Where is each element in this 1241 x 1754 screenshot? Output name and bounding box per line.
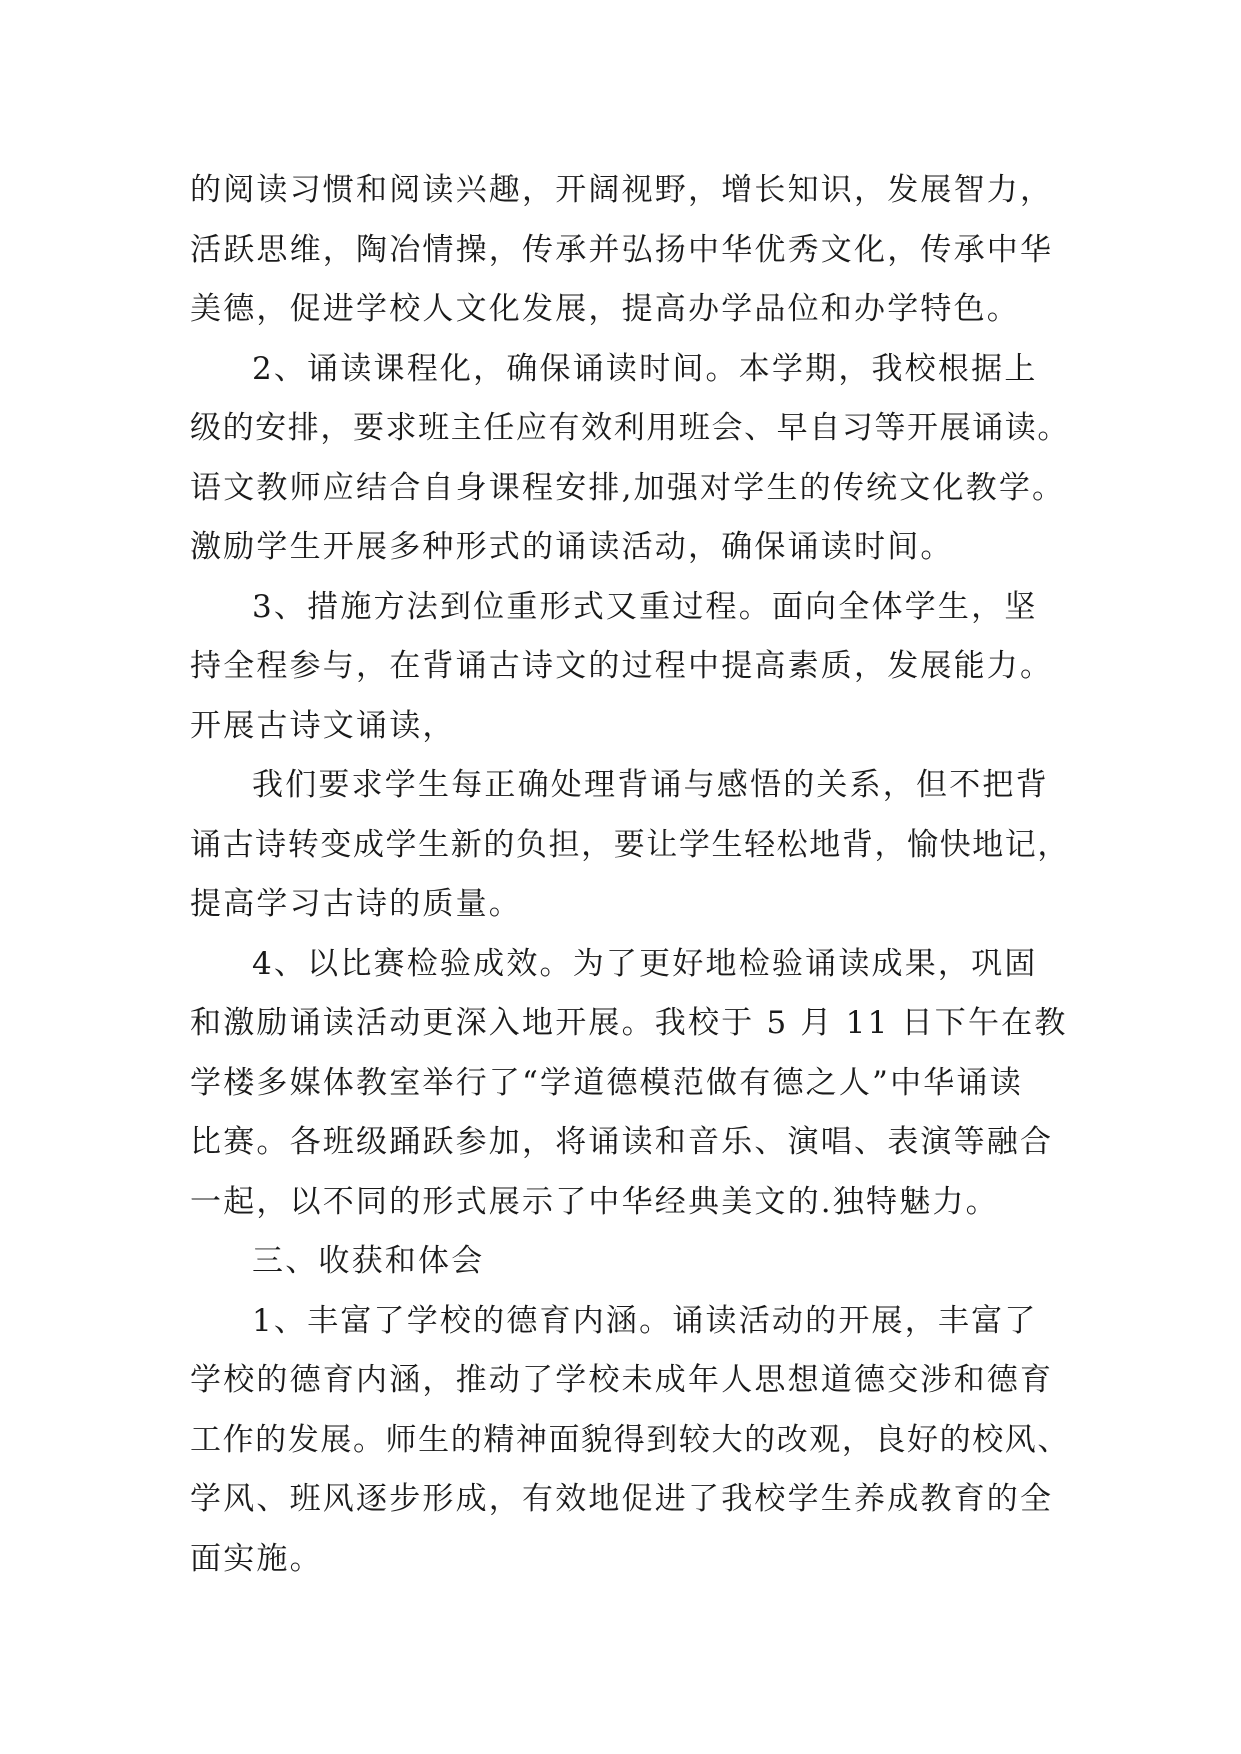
text-line: 美德，促进学校人文化发展，提高办学品位和办学特色。 <box>190 291 1020 327</box>
paragraph-1 <box>190 161 1075 340</box>
text-line: 4、以比赛检验成效。为了更好地检验诵读成果，巩固 <box>252 945 1038 982</box>
section-heading <box>190 1232 1075 1292</box>
text-line: 2、诵读课程化，确保诵读时间。本学期，我校根据上 <box>252 350 1038 387</box>
text-line: 比赛。各班级踊跃参加，将诵读和音乐、演唱、表演等融合 <box>190 1124 1054 1160</box>
text-line: 活跃思维，陶冶情操，传承并弘扬中华优秀文化，传承中华 <box>190 231 1054 268</box>
paragraph-2 <box>190 340 1075 578</box>
text-line: 面实施。 <box>190 1540 323 1577</box>
paragraph-3 <box>190 578 1075 757</box>
text-line: 提高学习古诗的质量。 <box>190 886 522 922</box>
text-line: 学风、班风逐步形成，有效地促进了我校学生养成教育的全 <box>190 1481 1054 1517</box>
text-line: 我们要求学生每正确处理背诵与感悟的关系，但不把背 <box>252 767 1049 803</box>
text-line: 3、措施方法到位重形式又重过程。面向全体学生，坚 <box>252 588 1038 625</box>
paragraph-5 <box>190 935 1075 1233</box>
text-line: 1、丰富了学校的德育内涵。诵读活动的开展，丰富了 <box>252 1302 1038 1339</box>
text-line: 工作的发展。师生的精神面貌得到较大的改观，良好的校风、 <box>190 1421 1070 1458</box>
text-line: 的阅读习惯和阅读兴趣，开阔视野，增长知识，发展智力， <box>190 172 1054 208</box>
text-line: 学楼多媒体教室举行了“学道德模范做有德之人”中华诵读 <box>190 1064 1023 1101</box>
text-line: 级的安排，要求班主任应有效利用班会、早自习等开展诵读。 <box>190 410 1070 446</box>
text-line: 学校的德育内涵，推动了学校未成年人思想道德交涉和德育 <box>190 1362 1054 1398</box>
paragraph-4 <box>190 756 1075 935</box>
text-line: 开展古诗文诵读， <box>190 707 456 744</box>
text-line: 持全程参与，在背诵古诗文的过程中提高素质，发展能力。 <box>190 648 1054 684</box>
text-line: 激励学生开展多种形式的诵读活动，确保诵读时间。 <box>190 529 954 565</box>
text-line: 语文教师应结合自身课程安排,加强对学生的传统文化教学。 <box>190 469 1066 506</box>
text-line: 诵古诗转变成学生新的负担，要让学生轻松地背，愉快地记， <box>190 826 1070 863</box>
document-body <box>190 161 1075 1589</box>
text-line: 和激励诵读活动更深入地开展。我校于 5 月 11 日下午在教 <box>190 1005 1068 1041</box>
heading-line: 三、收获和体会 <box>252 1243 485 1279</box>
text-line: 一起，以不同的形式展示了中华经典美文的.独特魅力。 <box>190 1183 999 1220</box>
paragraph-6 <box>190 1292 1075 1590</box>
